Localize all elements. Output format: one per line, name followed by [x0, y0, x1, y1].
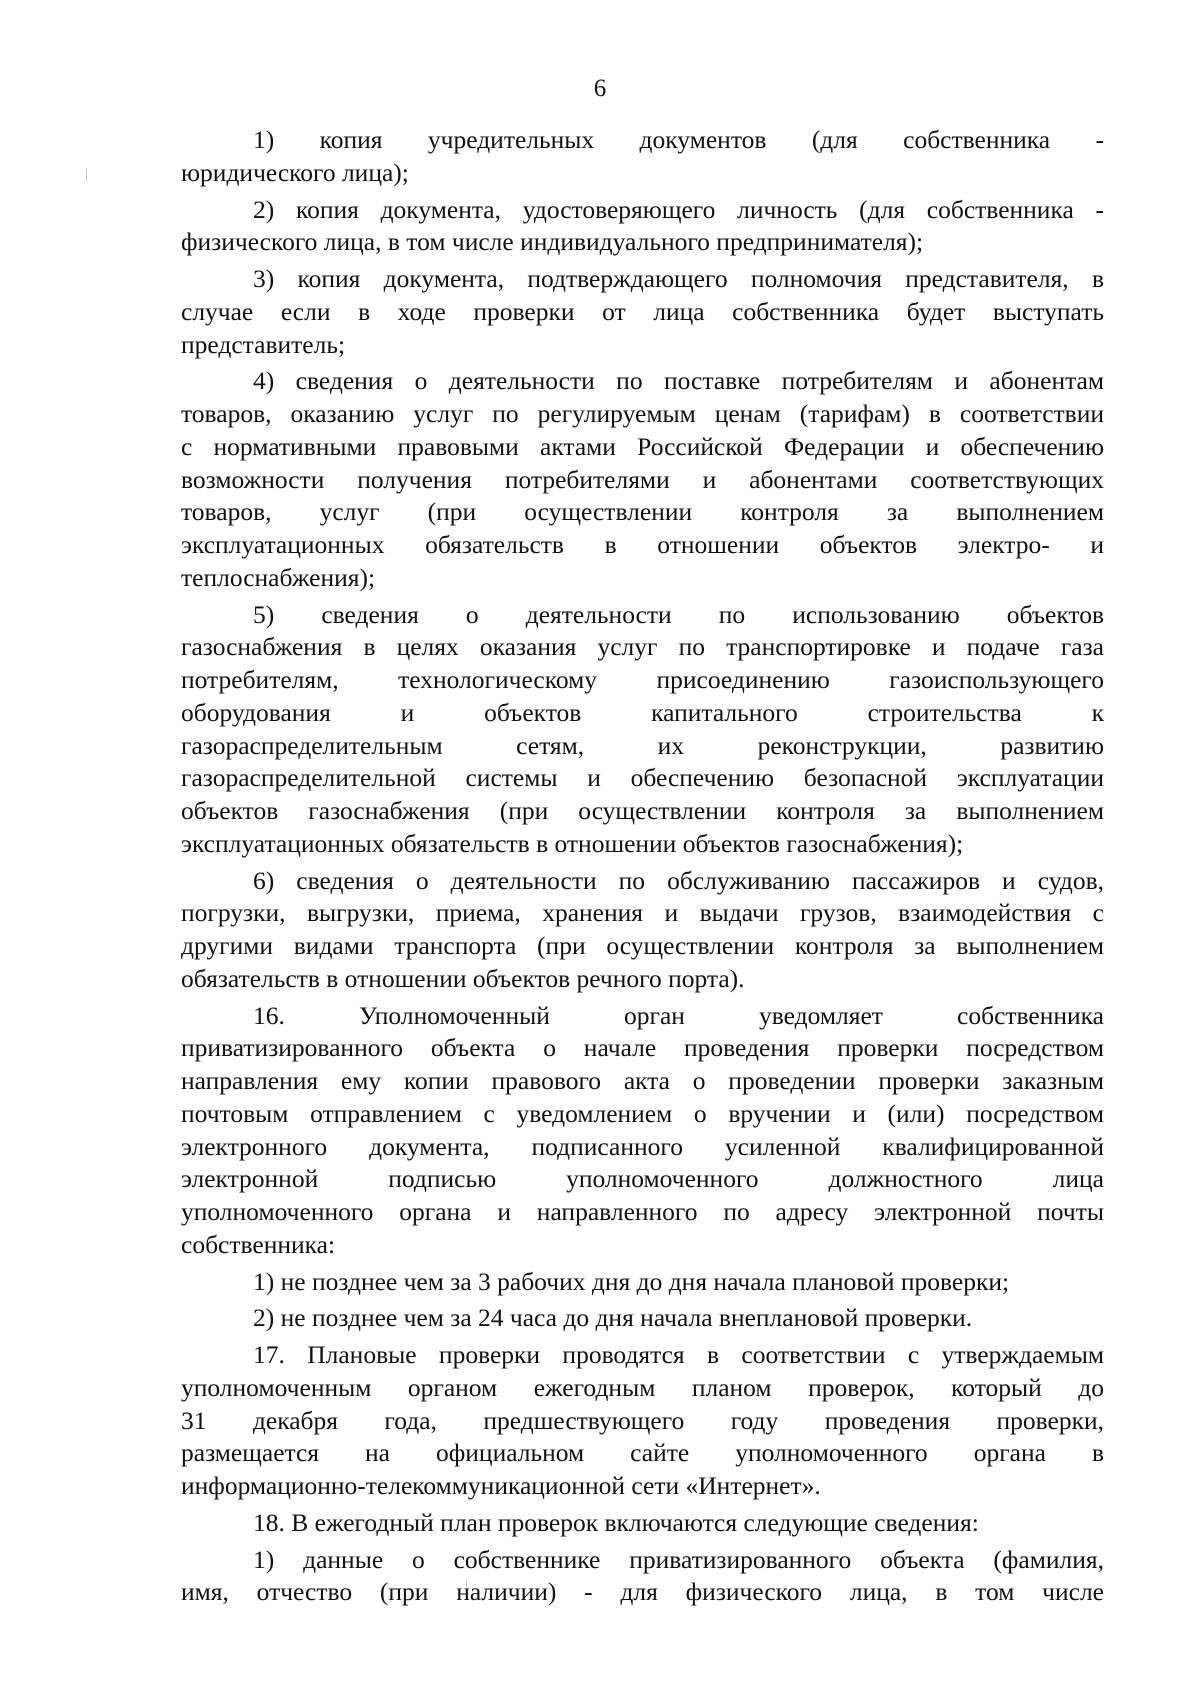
text-line: потребителям, технологическому присоединению газоиспользующего	[181, 665, 1104, 694]
text-line: газоснабжения в целях оказания услуг по транспортировке и подаче газа	[181, 632, 1104, 662]
text-line: уполномоченного органа и направленного по адресу электронной почты	[181, 1197, 1104, 1226]
text-line: 6) сведения о деятельности по обслуживанию пассажиров и судов,	[253, 865, 1104, 895]
text-line: возможности получения потребителями и абонентами соответствующих	[181, 464, 1104, 494]
text-line: другими видами транспорта (при осуществлении контроля за выполнением	[181, 931, 1104, 960]
text-line: 1) копия учредительных документов (для собственника -	[253, 125, 1104, 154]
document-body	[181, 124, 1104, 1609]
text-line: 1) не позднее чем за 3 рабочих дня до дня начала плановой проверки;	[253, 1266, 1010, 1296]
text-line: 4) сведения о деятельности по поставке потребителям и абонентам	[253, 366, 1104, 396]
text-line: 3) копия документа, подтверждающего полномочия представителя, в	[253, 264, 1104, 293]
text-line: 18. В ежегодный план проверок включаются следующие сведения:	[253, 1507, 979, 1537]
text-line: 2) копия документа, удостоверяющего личность (для собственника -	[253, 194, 1104, 224]
text-line: электронной подписью уполномоченного должностного лица	[181, 1164, 1104, 1194]
text-line: приватизированного объекта о начале проведения проверки посредством	[181, 1033, 1104, 1063]
text-line: имя, отчество (при наличии) - для физического лица, в том числе	[181, 1577, 1104, 1607]
scan-artifact-top	[86, 168, 87, 182]
text-line: 31 декабря года, предшествующего году проведения проверки,	[181, 1405, 1104, 1435]
text-line: физического лица, в том числе индивидуального предпринимателя);	[181, 227, 924, 257]
text-line: 16. Уполномоченный орган уведомляет собственника	[253, 1000, 1104, 1030]
text-line: собственника:	[181, 1229, 336, 1259]
text-line: оборудования и объектов капитального строительства к	[181, 697, 1104, 727]
text-line: направления ему копии правового акта о проведении проверки заказным	[181, 1066, 1104, 1095]
text-line: газораспределительной системы и обеспечению безопасной эксплуатации	[181, 763, 1104, 793]
text-line: 5) сведения о деятельности по использованию объектов	[253, 599, 1104, 629]
text-line: погрузки, выгрузки, приема, хранения и выдачи грузов, взаимодействия с	[181, 898, 1104, 928]
text-line: уполномоченным органом ежегодным планом проверок, который до	[181, 1372, 1104, 1402]
text-line: юридического лица);	[181, 157, 409, 187]
text-line: случае если в ходе проверки от лица собственника будет выступать	[181, 296, 1104, 326]
text-line: представитель;	[181, 329, 346, 359]
text-line: эксплуатационных обязательств в отношении объектов электро- и	[181, 530, 1104, 559]
text-line: 2) не позднее чем за 24 часа до дня начала внеплановой проверки.	[253, 1303, 973, 1333]
text-line: теплоснабжения);	[181, 562, 376, 592]
text-line: 17. Плановые проверки проводятся в соответствии с утверждаемым	[253, 1340, 1104, 1369]
text-line: обязательств в отношении объектов речного порта).	[181, 963, 745, 993]
text-line: размещается на официальном сайте уполномоченного органа в	[181, 1438, 1104, 1468]
text-line: объектов газоснабжения (при осуществлении контроля за выполнением	[181, 796, 1104, 825]
text-line: товаров, оказанию услуг по регулируемым ценам (тарифам) в соответствии	[181, 399, 1104, 428]
text-line: эксплуатационных обязательств в отношении объектов газоснабжения);	[181, 828, 964, 858]
text-line: с нормативными правовыми актами Российской Федерации и обеспечению	[181, 431, 1104, 461]
text-line: почтовым отправлением с уведомлением о вручении и (или) посредством	[181, 1098, 1104, 1128]
text-line: электронного документа, подписанного усиленной квалифицированной	[181, 1131, 1104, 1161]
page-number: 6	[593, 75, 607, 102]
text-line: товаров, услуг (при осуществлении контроля за выполнением	[181, 497, 1104, 527]
text-line: 1) данные о собственнике приватизированного объекта (фамилия,	[253, 1544, 1104, 1574]
text-line: информационно-телекоммуникационной сети «Интернет».	[181, 1471, 821, 1500]
text-line: газораспределительным сетям, их реконструкции, развитию	[181, 730, 1104, 760]
